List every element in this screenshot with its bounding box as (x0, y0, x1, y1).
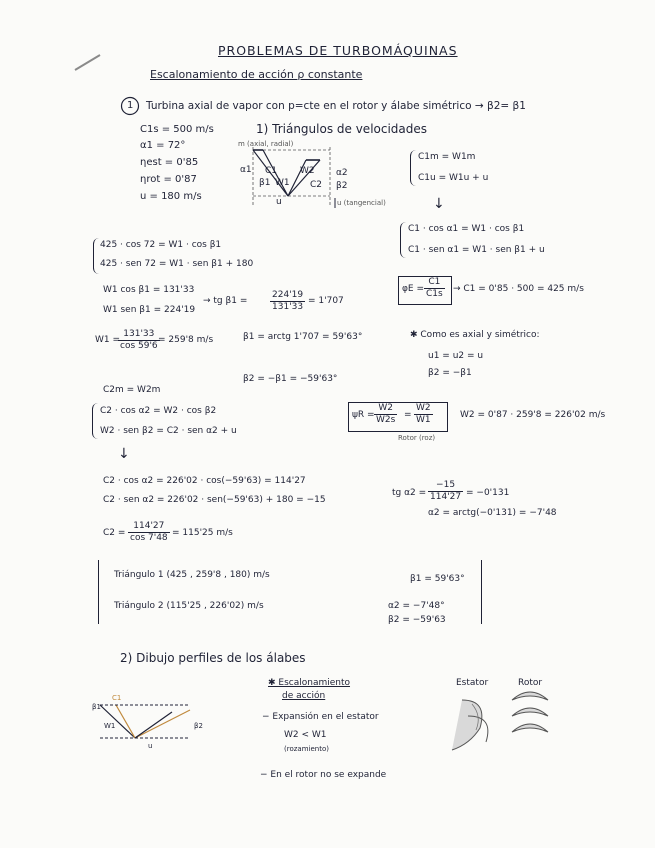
c2-sen-equation: C2 · sen α2 = 226'02 · sen(−59'63) + 180 = −15 (103, 495, 326, 505)
data-eta-rot: ηrot = 0'87 (140, 174, 197, 185)
diagram-c2-label: C2 (310, 180, 323, 190)
estator-label: Estator (456, 678, 489, 688)
system2-eq1: C1 · cos α1 = W1 · cos β1 (408, 224, 525, 234)
diagram-w1-label: W1 (275, 178, 290, 188)
note-w2-less-w1: W2 < W1 (284, 730, 327, 740)
blade-beta2-label: β2 (194, 722, 203, 730)
w1-sen-value: W1 sen β1 = 224'19 (103, 305, 196, 315)
page-subtitle: Escalonamiento de acción ρ constante (150, 68, 363, 81)
down-arrow-1: ↓ (433, 196, 445, 212)
note-escalonamiento: ✱ Escalonamiento (268, 678, 351, 688)
tg-alpha2-result: = −0'131 (466, 488, 510, 498)
summary-triangle2: Triángulo 2 (115'25 , 226'02) m/s (114, 601, 264, 611)
tg-alpha2-num: −15 (428, 480, 463, 492)
summary-beta1: β1 = 59'63° (410, 574, 465, 584)
diagram-axial-label: m (axial, radial) (238, 140, 294, 148)
psi-num2: W2 (416, 403, 431, 413)
phi-num: C1 (424, 277, 445, 289)
note-de-accion: de acción (282, 691, 326, 701)
beta1-value: β1 = arctg 1'707 = 59'63° (243, 332, 363, 342)
w1-den: cos 59'6 (120, 341, 158, 351)
problem-number: 1 (127, 100, 134, 111)
system4-eq1: C2 · cos α2 = W2 · cos β2 (100, 406, 217, 416)
data-eta-est: ηest = 0'85 (140, 157, 199, 168)
tg-beta1-result: = 1'707 (308, 296, 344, 306)
tg-beta1-lhs: → tg β1 = (203, 296, 248, 306)
diagram-tangential-label: u (tangencial) (337, 199, 386, 207)
alpha2-value: α2 = arctg(−0'131) = −7'48 (428, 508, 557, 518)
psi-den2: W1 (416, 415, 431, 425)
system3-eq2: 425 · sen 72 = W1 · sen β1 + 180 (100, 259, 254, 269)
data-c1s: C1s = 500 m/s (140, 124, 214, 135)
psi-num1: W2 (374, 403, 397, 415)
tg-alpha2-den: 114'27 (430, 492, 462, 502)
data-alpha1: α1 = 72° (140, 140, 186, 151)
diagram-c1-label: C1 (265, 166, 278, 176)
summary-alpha2: α2 = −7'48° (388, 601, 445, 611)
rotor-label: Rotor (518, 678, 543, 688)
w2-value: W2 = 0'87 · 259'8 = 226'02 m/s (460, 410, 606, 420)
system3-eq1: 425 · cos 72 = W1 · cos β1 (100, 240, 222, 250)
psi-lhs: ψR = (352, 410, 375, 420)
psi-den1: W2s (376, 415, 396, 425)
data-u: u = 180 m/s (140, 191, 202, 202)
diagram-u-label: u (276, 197, 282, 207)
psi-equals: = (404, 410, 412, 420)
w1-cos-value: W1 cos β1 = 131'33 (103, 285, 195, 295)
section2-heading: 2) Dibujo perfiles de los álabes (120, 651, 306, 665)
blade-c1-label: C1 (112, 694, 122, 702)
note-rotor-no-expande: − En el rotor no se expande (260, 770, 387, 780)
summary-beta2: β2 = −59'63 (388, 615, 446, 625)
blade-beta1-label: β1 (92, 703, 101, 711)
note-expansion-estator: − Expansión en el estator (262, 712, 379, 722)
system1-eq2: C1u = W1u + u (418, 173, 489, 183)
blade-w1-label: W1 (104, 722, 116, 730)
down-arrow-2: ↓ (118, 446, 130, 462)
phi-lhs: φE = (402, 284, 425, 294)
diagram-alpha1-label: α1 (240, 165, 252, 175)
summary-triangle1: Triángulo 1 (425 , 259'8 , 180) m/s (114, 570, 270, 580)
phi-result: → C1 = 0'85 · 500 = 425 m/s (453, 284, 584, 294)
c2-num: 114'27 (128, 521, 170, 533)
system4-eq2: W2 · sen β2 = C2 · sen α2 + u (100, 426, 237, 436)
c2m-equation: C2m = W2m (103, 385, 161, 395)
note-rozamiento: (rozamiento) (284, 745, 329, 753)
page-title: PROBLEMAS DE TURBOMÁQUINAS (218, 43, 458, 58)
w1-result: = 259'8 m/s (158, 335, 214, 345)
tg-beta1-num: 224'19 (272, 290, 304, 300)
diagram-w2-label: W2 (300, 166, 315, 176)
diagram-beta1-label: β1 (259, 178, 271, 188)
c2-result: = 115'25 m/s (172, 528, 233, 538)
diagram-beta2-label: β2 (336, 181, 348, 191)
diagram-alpha2-label: α2 (336, 168, 348, 178)
system2-eq2: C1 · sen α1 = W1 · sen β1 + u (408, 245, 545, 255)
section1-heading: 1) Triángulos de velocidades (256, 122, 428, 136)
w1-lhs: W1 = (95, 335, 121, 345)
axial-symmetric-note: ✱ Como es axial y simétrico: (410, 330, 540, 340)
system1-eq1: C1m = W1m (418, 152, 476, 162)
tg-alpha2-lhs: tg α2 = (392, 488, 427, 498)
c2-lhs: C2 = (103, 528, 126, 538)
phi-den: C1s (426, 289, 443, 299)
problem-statement: Turbina axial de vapor con p=cte en el rotor y álabe simétrico → β2= β1 (146, 100, 526, 112)
tg-beta1-den: 131'33 (272, 302, 304, 312)
c2-den: cos 7'48 (130, 533, 168, 543)
psi-caption: Rotor (roz) (398, 434, 436, 442)
w1-num: 131'33 (118, 329, 160, 341)
c2-cos-equation: C2 · cos α2 = 226'02 · cos(−59'63) = 114'27 (103, 476, 306, 486)
u-equality: u1 = u2 = u (428, 351, 484, 361)
blade-u-label: u (148, 742, 153, 750)
beta2-value: β2 = −β1 = −59'63° (243, 374, 338, 384)
beta-equality: β2 = −β1 (428, 368, 472, 378)
